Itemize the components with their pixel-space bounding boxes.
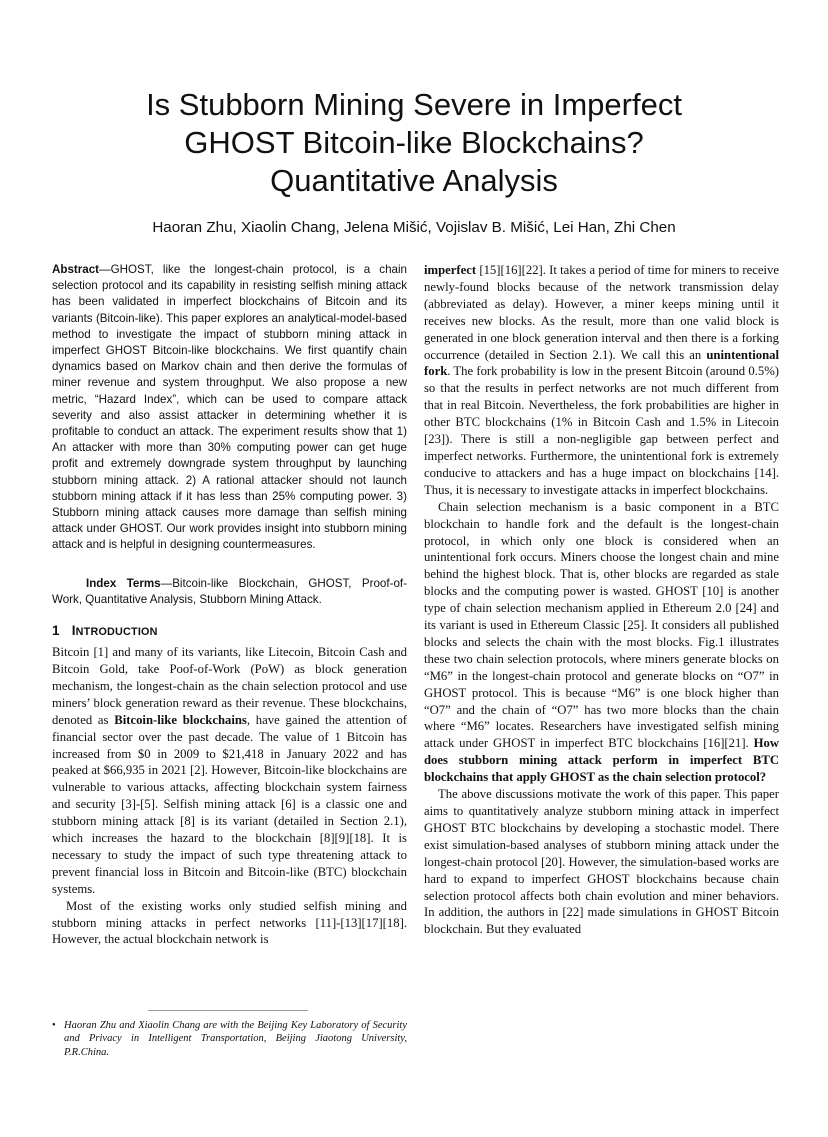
intro-paragraph-3 xyxy=(424,262,779,499)
index-terms-label: Index Terms xyxy=(86,576,161,590)
intro-paragraph-4 xyxy=(424,499,779,786)
author-affiliation-footnote xyxy=(52,1019,407,1059)
intro-p1-text-a: Bitcoin [1] and many of its variants, like Litecoin, Bitcoin Cash and Bitcoin Gold, take Poof-of-Work (PoW) as block generation mechanism, the longest-chain as the chain selection protocol and use miners’ block generation reward as their revenue. These blockchains, denoted as xyxy=(52,645,407,727)
left-column xyxy=(52,262,407,948)
title-line-1: Is Stubborn Mining Severe in Imperfect xyxy=(146,87,682,122)
intro-p3-text-a: [15][16][22]. It takes a period of time for miners to receive newly-found blocks because of the network transmission delay (abbreviated as delay). However, a miner keeps mining until it receives new blocks. As the result, more than one valid block is generated in one block generation interval and then there is a forking occurrence (detailed in Section 2.1). We call this an xyxy=(424,263,779,362)
intro-p3-text-b: . The fork probability is low in the present Bitcoin (around 0.5%) so that the results in perfect networks are not much different from that in real Bitcoin. Nevertheless, the fork probabilities are higher in other BTC blockchains (1% in Bitcoin Cash and 1.5% in Litecoin [23]). There is still a non-negligible gap between perfect and imperfect networks. Furthermore, the unintentional fork is extremely conducive to attackers and has a huge impact on blockchains [14]. Thus, it is necessary to investigate attacks in imperfect blockchains. xyxy=(424,364,779,497)
index-terms-text: —Bitcoin-like Blockchain, GHOST, Proof-of-Work, Quantitative Analysis, Stubborn Mining Attack. xyxy=(52,576,407,606)
intro-paragraph-5: The above discussions motivate the work of this paper. This paper aims to quantitatively analyze stubborn mining attack in imperfect GHOST BTC blockchains by developing a stochastic model. There exist simulation-based analyses of stubborn mining attack under the longest-chain protocol [20]. However, the simulation-based works are hard to expand to imperfect GHOST blockchains because chain selection protocol affects both chain evolution and miner behaviors. In addition, the authors in [22] made simulations in GHOST Bitcoin blockchain. But they evaluated xyxy=(424,787,779,937)
section-number: 1 xyxy=(52,623,60,639)
intro-paragraph-1 xyxy=(52,644,407,898)
footnote-divider xyxy=(148,1010,308,1011)
intro-p3-bold-imperfect: imperfect xyxy=(424,263,477,277)
abstract-label: Abstract xyxy=(52,263,100,276)
footnote-bullet: • xyxy=(52,1020,56,1031)
abstract-text: —GHOST, like the longest-chain protocol, is a chain selection protocol and its capability in resisting selfish mining attack has been validated in imperfect blockchains of Bitcoin and its variants (Bitcoin-like). This paper explores an analytical-model-based method to investigate the impact of stubborn mining attack in imperfect GHOST Bitcoin-like blockchains. We first quantify chain dynamics based on Markov chain and then derive the formulas of miner revenue and system throughput. We also propose a new metric, “Hazard Index”, which can be used to compare attack severity and also assist attacker in determining whether it is profitable to conduct an attack. The experiment results show that 1) An attacker with more than 30% computing power can get huge profit and extremely downgrade system throughput by launching stubborn mining attack. 2) A rational attacker should not launch stubborn mining attack if it has less than 25% computing power. 3) Stubborn mining attack causes more damage than selfish mining attack under GHOST. Our work provides insight into stubborn mining attack and is helpful in designing countermeasures. xyxy=(52,263,407,552)
intro-paragraph-2: Most of the existing works only studied selfish mining and stubborn mining attacks in perfect networks [11]-[13][17][18]. However, the actual blockchain network is xyxy=(52,898,407,947)
title-line-2: GHOST Bitcoin-like Blockchains? xyxy=(184,125,644,160)
section-title-rest: NTRODUCTION xyxy=(75,626,158,639)
intro-p3-bold-fork: unintentional fork xyxy=(424,347,779,379)
intro-p1-text-b: , have gained the attention of financial sector over the past decade. The value of 1 Bitcoin has increased from $0 in 2009 to $21,418 in January 2022 and has peaked at $66,935 in 2021 [2]. However, Bitcoin-like blockchains are vulnerable to various attacks, affecting blockchain system fairness and security [3]-[5]. Selfish mining attack [6] is a classic one and stubborn mining attack [8] is its variant (detailed in Section 2.1), which increases the hazard to the blockchain [8][9][18]. It is necessary to study the impact of such type threatening attack to prevent financial loss in Bitcoin and Bitcoin-like (BTC) blockchain systems. xyxy=(52,712,407,896)
abstract xyxy=(52,262,407,554)
section-title-initial: I xyxy=(71,623,76,639)
right-column xyxy=(424,262,779,938)
intro-p4-text: Chain selection mechanism is a basic component in a BTC blockchain to handle fork and the default is the longest-chain protocol, in which only one block is considered when an unintentional fork occurs. Miners choose the longest chain and mine behind the highest block. That is, other blocks are regarded as stale blocks and the computing power is wasted. GHOST [10] is another type of chain selection mechanism applied in Ethereum 2.0 [24] and its variant is used in Ethereum Classic [25]. It considers all published blocks and selects the chain with the most blocks. Fig.1 illustrates these two chain selection protocols, where miners generate blocks on “M6” in the longest-chain protocol and generate blocks on “O7” in GHOST protocol. This is because “M6” is one block higher than “O7” and the chain of “O7” has two more blocks than the chain where “M6” locates. Researchers have investigated selfish mining attack under GHOST in imperfect BTC blockchains [16][21]. xyxy=(424,499,779,751)
intro-p1-bold: Bitcoin-like blockchains xyxy=(114,712,247,727)
footnote-text: Haoran Zhu and Xiaolin Chang are with the Beijing Key Laboratory of Security and Privacy in Intelligent Transportation, Beijing Jiaotong University, P.R.China. xyxy=(64,1020,407,1058)
paper-title xyxy=(60,86,768,200)
section-heading-introduction xyxy=(52,623,407,638)
title-line-3: Quantitative Analysis xyxy=(270,163,558,198)
intro-p4-research-question: How does stubborn mining attack perform in imperfect BTC blockchains that apply GHOST as the chain selection protocol? xyxy=(424,736,779,785)
author-list: Haoran Zhu, Xiaolin Chang, Jelena Mišić, Vojislav B. Mišić, Lei Han, Zhi Chen xyxy=(152,219,676,236)
index-terms xyxy=(52,576,407,608)
